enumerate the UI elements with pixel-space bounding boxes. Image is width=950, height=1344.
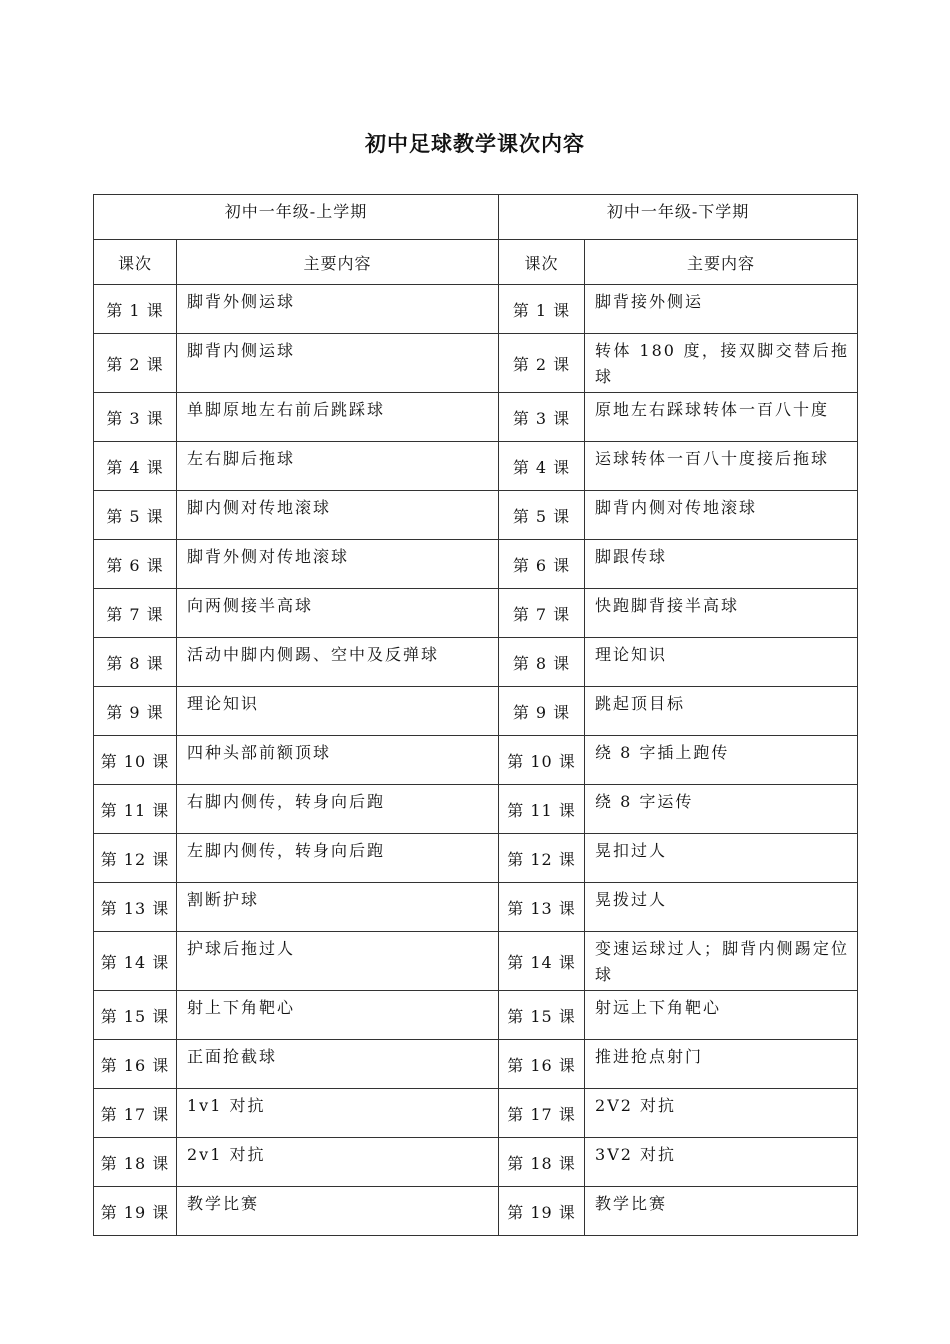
lesson-number-second-semester: 第 4 课: [499, 442, 585, 491]
lesson-content-first-semester: 割断护球: [177, 883, 499, 932]
table-row: [94, 1138, 858, 1187]
semester-header-row: [94, 195, 858, 240]
table-row: [94, 736, 858, 785]
semester-second-header: [499, 195, 858, 240]
lesson-content-second-semester: 快跑脚背接半高球: [585, 589, 858, 638]
lesson-content-first-semester: 向两侧接半高球: [177, 589, 499, 638]
table-row: [94, 393, 858, 442]
lesson-content-first-semester: 1v1 对抗: [177, 1089, 499, 1138]
table-row: [94, 1187, 858, 1236]
lesson-content-second-semester: 脚背内侧对传地滚球: [585, 491, 858, 540]
lesson-number-first-semester: 第 19 课: [94, 1187, 177, 1236]
lesson-number-first-semester: 第 5 课: [94, 491, 177, 540]
lesson-number-second-semester: 第 1 课: [499, 285, 585, 334]
lesson-content-first-semester: 脚背外侧对传地滚球: [177, 540, 499, 589]
lesson-number-first-semester: 第 7 课: [94, 589, 177, 638]
lesson-content-second-semester: 绕 8 字插上跑传: [585, 736, 858, 785]
lesson-content-first-semester: 脚背外侧运球: [177, 285, 499, 334]
table-row: [94, 1040, 858, 1089]
lesson-content-first-semester: 2v1 对抗: [177, 1138, 499, 1187]
lesson-content-second-semester: 跳起顶目标: [585, 687, 858, 736]
content-column-header: 主要内容: [585, 240, 858, 285]
lesson-number-first-semester: 第 17 课: [94, 1089, 177, 1138]
lesson-number-first-semester: 第 12 课: [94, 834, 177, 883]
table-row: [94, 785, 858, 834]
lesson-content-second-semester: 教学比赛: [585, 1187, 858, 1236]
lesson-content-second-semester: 晃扣过人: [585, 834, 858, 883]
lesson-content-second-semester: 转体 180 度，接双脚交替后拖球: [585, 334, 858, 393]
lesson-number-second-semester: 第 16 课: [499, 1040, 585, 1089]
table-row: [94, 285, 858, 334]
lesson-number-second-semester: 第 6 课: [499, 540, 585, 589]
lesson-number-second-semester: 第 11 课: [499, 785, 585, 834]
lesson-number-first-semester: 第 6 课: [94, 540, 177, 589]
lesson-content-first-semester: 正面抢截球: [177, 1040, 499, 1089]
lesson-number-second-semester: 第 12 课: [499, 834, 585, 883]
lesson-content-first-semester: 脚背内侧运球: [177, 334, 499, 393]
lesson-content-second-semester: 3V2 对抗: [585, 1138, 858, 1187]
table-row: [94, 334, 858, 393]
lesson-content-second-semester: 射远上下角靶心: [585, 991, 858, 1040]
lesson-number-second-semester: 第 19 课: [499, 1187, 585, 1236]
lesson-content-second-semester: 原地左右踩球转体一百八十度: [585, 393, 858, 442]
lesson-number-first-semester: 第 13 课: [94, 883, 177, 932]
table-row: [94, 540, 858, 589]
lesson-content-first-semester: 单脚原地左右前后跳踩球: [177, 393, 499, 442]
lesson-content-first-semester: 右脚内侧传，转身向后跑: [177, 785, 499, 834]
semester-first-header: [94, 195, 499, 240]
lesson-number-second-semester: 第 3 课: [499, 393, 585, 442]
lesson-number-second-semester: 第 7 课: [499, 589, 585, 638]
lesson-number-first-semester: 第 9 课: [94, 687, 177, 736]
lesson-number-first-semester: 第 3 课: [94, 393, 177, 442]
lesson-number-second-semester: 第 5 课: [499, 491, 585, 540]
lesson-number-first-semester: 第 4 课: [94, 442, 177, 491]
lesson-content-second-semester: 运球转体一百八十度接后拖球: [585, 442, 858, 491]
lesson-content-second-semester: 推进抢点射门: [585, 1040, 858, 1089]
lesson-content-second-semester: 脚跟传球: [585, 540, 858, 589]
lesson-content-second-semester: 脚背接外侧运: [585, 285, 858, 334]
lesson-content-first-semester: 左右脚后拖球: [177, 442, 499, 491]
lesson-number-second-semester: 第 15 课: [499, 991, 585, 1040]
table-row: [94, 589, 858, 638]
table-row: [94, 883, 858, 932]
lesson-number-first-semester: 第 2 课: [94, 334, 177, 393]
lesson-content-first-semester: 脚内侧对传地滚球: [177, 491, 499, 540]
lesson-content-first-semester: 四种头部前额顶球: [177, 736, 499, 785]
lesson-content-first-semester: 护球后拖过人: [177, 932, 499, 991]
lesson-content-second-semester: 变速运球过人；脚背内侧踢定位球: [585, 932, 858, 991]
lesson-content-first-semester: 教学比赛: [177, 1187, 499, 1236]
lesson-number-second-semester: 第 8 课: [499, 638, 585, 687]
lesson-content-first-semester: 理论知识: [177, 687, 499, 736]
lesson-number-second-semester: 第 14 课: [499, 932, 585, 991]
lesson-number-first-semester: 第 11 课: [94, 785, 177, 834]
lesson-column-header: 课次: [499, 240, 585, 285]
lesson-number-second-semester: 第 18 课: [499, 1138, 585, 1187]
lesson-number-first-semester: 第 14 课: [94, 932, 177, 991]
table-row: [94, 834, 858, 883]
page-title: 初中足球教学课次内容: [365, 131, 585, 156]
lesson-content-first-semester: 活动中脚内侧踢、空中及反弹球: [177, 638, 499, 687]
lesson-number-first-semester: 第 10 课: [94, 736, 177, 785]
lesson-content-second-semester: 晃拨过人: [585, 883, 858, 932]
lesson-number-first-semester: 第 8 课: [94, 638, 177, 687]
lesson-number-first-semester: 第 18 课: [94, 1138, 177, 1187]
content-column-header: 主要内容: [177, 240, 499, 285]
lesson-number-second-semester: 第 17 课: [499, 1089, 585, 1138]
table-row: [94, 491, 858, 540]
lesson-number-second-semester: 第 9 课: [499, 687, 585, 736]
lesson-number-second-semester: 第 10 课: [499, 736, 585, 785]
table-row: [94, 638, 858, 687]
lesson-number-second-semester: 第 13 课: [499, 883, 585, 932]
lesson-content-second-semester: 2V2 对抗: [585, 1089, 858, 1138]
lesson-content-second-semester: 绕 8 字运传: [585, 785, 858, 834]
lesson-column-header: 课次: [94, 240, 177, 285]
table-row: [94, 1089, 858, 1138]
table-row: [94, 687, 858, 736]
column-header-row: [94, 240, 858, 285]
table-row: [94, 991, 858, 1040]
lesson-schedule-table: [93, 194, 858, 1236]
semester-first-label: 初中一年级-上学期: [224, 201, 368, 221]
table-row: [94, 442, 858, 491]
lesson-number-second-semester: 第 2 课: [499, 334, 585, 393]
semester-second-label: 初中一年级-下学期: [606, 201, 750, 221]
lesson-content-second-semester: 理论知识: [585, 638, 858, 687]
lesson-number-first-semester: 第 16 课: [94, 1040, 177, 1089]
lesson-number-first-semester: 第 1 课: [94, 285, 177, 334]
lesson-number-first-semester: 第 15 课: [94, 991, 177, 1040]
lesson-content-first-semester: 射上下角靶心: [177, 991, 499, 1040]
table-row: [94, 932, 858, 991]
lesson-content-first-semester: 左脚内侧传，转身向后跑: [177, 834, 499, 883]
